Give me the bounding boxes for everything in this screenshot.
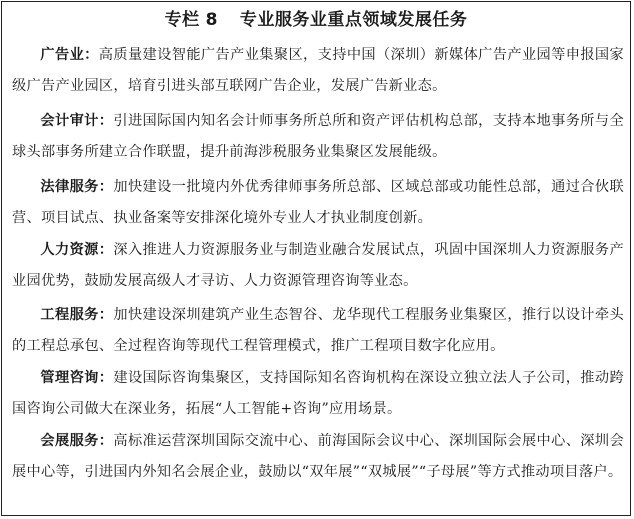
section-label: 工程服务：	[40, 307, 114, 323]
section-label: 人力资源：	[40, 242, 114, 258]
section-accounting-audit	[12, 106, 624, 168]
section-label: 法律服务：	[40, 179, 114, 195]
column-box	[1, 1, 631, 516]
column-title	[2, 8, 630, 32]
section-label: 会计审计：	[40, 113, 114, 129]
section-text: 加快建设深圳建筑产业生态智谷、龙华现代工程服务业集聚区，推行以设计牵头的工程总承包、全过程咨询等现代工程管理模式，推广工程项目数字化应用。	[12, 307, 624, 354]
section-label: 广告业：	[40, 47, 99, 63]
section-engineering-services	[12, 300, 624, 362]
section-label: 会展服务：	[40, 433, 114, 449]
section-text: 深入推进人力资源服务业与制造业融合发展试点，巩固中国深圳人力资源服务产业园优势，鼓励发展高级人才寻访、人力资源管理咨询等业态。	[12, 242, 624, 289]
section-text: 高标准运营深圳国际交流中心、前海国际会议中心、深圳国际会展中心、深圳会展中心等，引进国内外知名会展企业，鼓励以“双年展”“双城展”“子母展”等方式推动项目落户。	[12, 433, 624, 480]
section-human-resources	[12, 235, 624, 297]
section-legal-services	[12, 172, 624, 234]
section-text: 建设国际咨询集聚区，支持国际知名咨询机构在深设立独立法人子公司，推动跨国咨询公司做大在深业务，拓展“人工智能+咨询”应用场景。	[12, 370, 624, 417]
column-title-number: 8	[205, 10, 218, 30]
section-advertising	[12, 40, 624, 102]
section-label: 管理咨询：	[40, 370, 114, 386]
section-text: 高质量建设智能广告产业集聚区，支持中国（深圳）新媒体广告产业园等申报国家级广告产业园区，培育引进头部互联网广告企业，发展广告新业态。	[12, 47, 624, 94]
column-title-text: 专业服务业重点领域发展任务	[239, 10, 468, 30]
column-title-prefix: 专栏	[164, 10, 200, 30]
section-text: 加快建设一批境内外优秀律师事务所总部、区域总部或功能性总部，通过合伙联营、项目试点、执业备案等安排深化境外专业人才执业制度创新。	[12, 179, 624, 226]
section-management-consulting	[12, 363, 624, 425]
section-exhibition-services	[12, 426, 624, 488]
section-text: 引进国际国内知名会计师事务所总所和资产评估机构总部，支持本地事务所与全球头部事务所建立合作联盟，提升前海涉税服务业集聚区发展能级。	[12, 113, 624, 160]
